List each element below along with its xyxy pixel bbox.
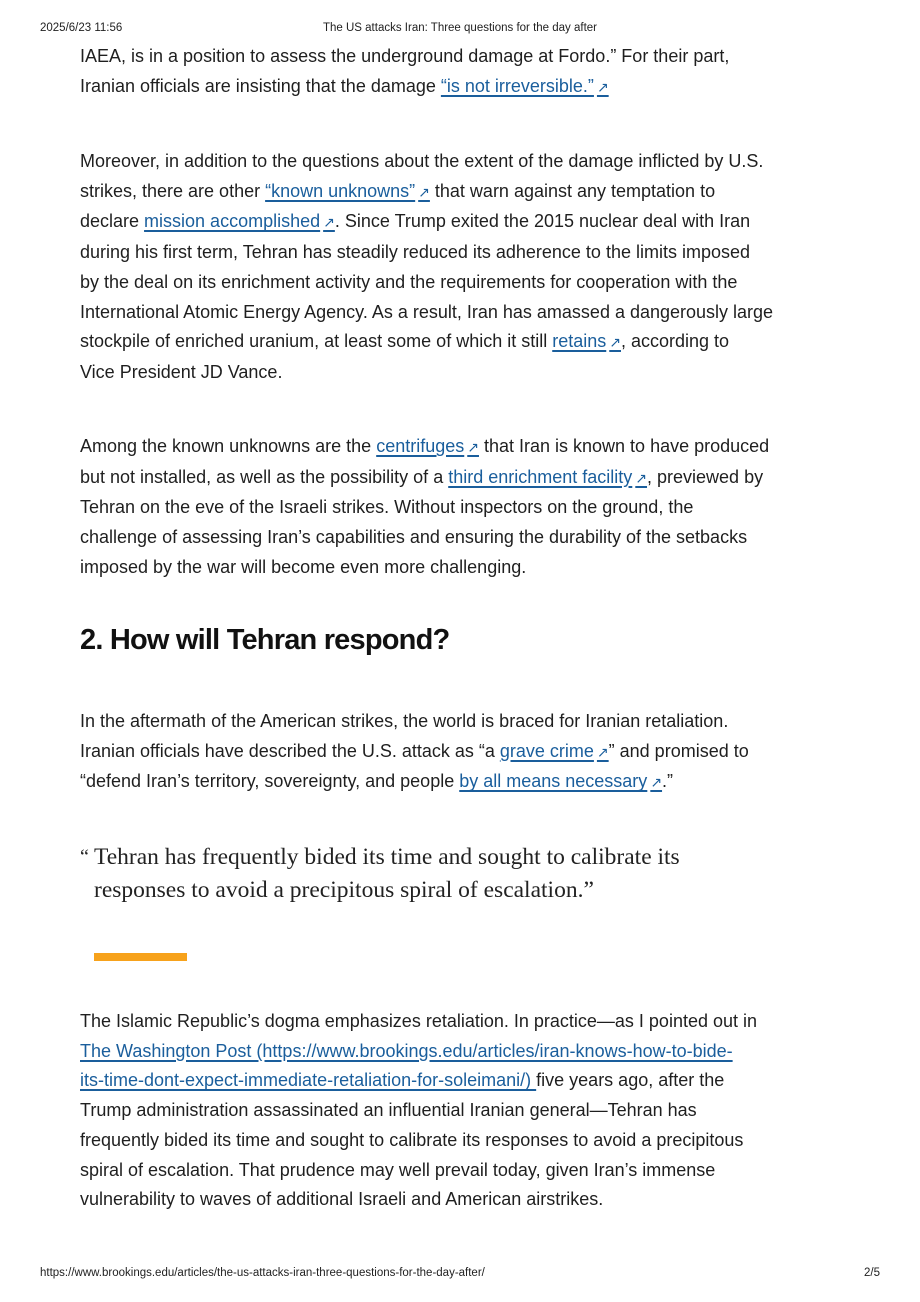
paragraph-line xyxy=(80,1066,844,1096)
external-link-icon: ↗ xyxy=(650,774,663,791)
text: declare xyxy=(80,211,145,232)
text: frequently bided its time and sought to calibrate its responses to avoid a precipitous xyxy=(80,1129,744,1150)
paragraph-line xyxy=(80,707,844,737)
text: . Since Trump exited the 2015 nuclear deal with Iran xyxy=(334,211,751,232)
paragraph-line xyxy=(80,1156,844,1186)
link-text: The Washington Post (https://www.brookings.edu/articles/iran-knows-how-to-bide- xyxy=(80,1040,733,1061)
text: “defend Iran’s territory, sovereignty, and people xyxy=(80,771,460,792)
paragraph-line xyxy=(80,737,844,768)
pull-quote-line: responses to avoid a precipitous spiral of escalation.” xyxy=(94,877,594,903)
text: Moreover, in addition to the questions about the extent of the damage inflicted by U.S. xyxy=(80,151,764,171)
link-washington-post-cont[interactable] xyxy=(80,1070,536,1090)
page-number: 2/5 xyxy=(864,1267,880,1279)
paragraph-line xyxy=(80,177,844,208)
link-grave-crime[interactable] xyxy=(500,741,609,761)
link-text: third enrichment facility xyxy=(448,466,633,487)
link-text: its-time-dont-expect-immediate-retaliation-for-soleimani/) xyxy=(80,1070,537,1091)
text: by the deal on its enrichment activity and the requirements for cooperation with the xyxy=(80,271,738,292)
paragraph-line xyxy=(80,238,844,268)
link-text: grave crime xyxy=(499,740,594,761)
pull-quote-line: Tehran has frequently bided its time and sought to calibrate its xyxy=(94,844,680,870)
text: imposed by the war will become even more challenging. xyxy=(80,556,527,577)
text: Among the known unknowns are the xyxy=(80,436,377,456)
link-centrifuges[interactable] xyxy=(376,436,479,456)
section-heading: 2. How will Tehran respond? xyxy=(80,624,450,656)
text: Iranian officials have described the U.S. attack as “a xyxy=(80,740,500,761)
text: stockpile of enriched uranium, at least some of which it still xyxy=(80,331,553,352)
paragraph-line xyxy=(80,523,844,553)
text: but not installed, as well as the possibility of a xyxy=(80,466,449,487)
paragraph-line xyxy=(80,493,844,523)
text: Vice President JD Vance. xyxy=(80,361,283,382)
print-footer xyxy=(40,1267,880,1283)
text: , previewed by xyxy=(647,466,764,487)
quote-mark: “ xyxy=(80,846,89,868)
text: vulnerability to waves of additional Israeli and American airstrikes. xyxy=(80,1189,604,1210)
accent-bar xyxy=(94,953,187,961)
external-link-icon: ↗ xyxy=(418,183,430,200)
external-link-icon: ↗ xyxy=(609,334,621,351)
link-retains[interactable] xyxy=(552,331,621,351)
link-by-all-means-necessary[interactable] xyxy=(459,771,662,791)
paragraph-line xyxy=(80,1185,844,1215)
paragraph-line xyxy=(80,432,844,463)
paragraph-line xyxy=(80,463,844,494)
text: during his first term, Tehran has steadily reduced its adherence to the limits imposed xyxy=(80,242,750,263)
text: challenge of assessing Iran’s capabilities and ensuring the durability of the setbacks xyxy=(80,527,748,548)
paragraph-2 xyxy=(80,147,844,388)
paragraph-line xyxy=(80,1096,844,1126)
print-url: https://www.brookings.edu/articles/the-us-attacks-iran-three-questions-for-the-day-after/ xyxy=(40,1267,485,1279)
paragraph-5 xyxy=(80,1007,844,1215)
print-doc-title: The US attacks Iran: Three questions for the day after xyxy=(322,22,597,34)
text: International Atomic Energy Agency. As a result, Iran has amassed a dangerously large xyxy=(80,301,774,322)
link-text: “is not irreversible.” xyxy=(440,75,594,96)
link-known-unknowns[interactable] xyxy=(265,181,430,201)
text: that warn against any temptation to xyxy=(429,180,716,201)
paragraph-line xyxy=(80,42,844,72)
link-washington-post[interactable] xyxy=(80,1041,733,1061)
text: Trump administration assassinated an influential Iranian general—Tehran has xyxy=(80,1100,697,1121)
external-link-icon: ↗ xyxy=(323,214,335,231)
external-link-icon: ↗ xyxy=(467,439,479,455)
link-text: by all means necessary xyxy=(459,771,648,792)
paragraph-line xyxy=(80,298,844,328)
paragraph-line xyxy=(80,1037,844,1067)
text: .” xyxy=(662,771,674,792)
text: strikes, there are other xyxy=(80,180,266,201)
paragraph-line xyxy=(80,1007,844,1037)
paragraph-4 xyxy=(80,707,844,798)
paragraph-line xyxy=(80,207,844,238)
paragraph-3 xyxy=(80,432,844,583)
print-datetime: 2025/6/23 11:56 xyxy=(40,22,123,34)
link-mission-accomplished[interactable] xyxy=(144,211,335,231)
link-text: retains xyxy=(552,331,607,352)
paragraph-1 xyxy=(80,42,844,102)
text: Iranian officials are insisting that the damage xyxy=(80,75,441,96)
paragraph-line xyxy=(80,358,844,388)
link-text: mission accomplished xyxy=(144,211,321,232)
pull-quote xyxy=(80,841,780,907)
paragraph-line xyxy=(80,72,844,103)
text: spiral of escalation. That prudence may well prevail today, given Iran’s immense xyxy=(80,1159,716,1180)
text: The Islamic Republic’s dogma emphasizes retaliation. In practice—as I pointed out in xyxy=(80,1011,758,1031)
external-link-icon: ↗ xyxy=(596,78,609,95)
text: that Iran is known to have produced xyxy=(478,436,770,456)
external-link-icon: ↗ xyxy=(635,469,648,486)
external-link-icon: ↗ xyxy=(596,743,609,760)
text: In the aftermath of the American strikes, the world is braced for Iranian retaliation. xyxy=(80,711,729,731)
paragraph-line xyxy=(80,327,844,358)
paragraph-line xyxy=(80,1126,844,1156)
paragraph-line xyxy=(80,767,844,798)
text: ” and promised to xyxy=(608,740,749,761)
link-third-enrichment-facility[interactable] xyxy=(448,467,647,487)
paragraph-line xyxy=(80,268,844,298)
text: five years ago, after the xyxy=(536,1070,725,1091)
paragraph-line xyxy=(80,147,844,177)
text: IAEA, is in a position to assess the underground damage at Fordo.” For their part, xyxy=(80,46,730,66)
link-text: centrifuges xyxy=(376,436,465,456)
paragraph-line xyxy=(80,553,844,583)
link-text: “known unknowns” xyxy=(265,180,416,201)
text: Tehran on the eve of the Israeli strikes. Without inspectors on the ground, the xyxy=(80,497,694,518)
link-not-irreversible[interactable] xyxy=(441,76,609,96)
print-header xyxy=(40,22,880,38)
text: , according to xyxy=(620,331,730,352)
